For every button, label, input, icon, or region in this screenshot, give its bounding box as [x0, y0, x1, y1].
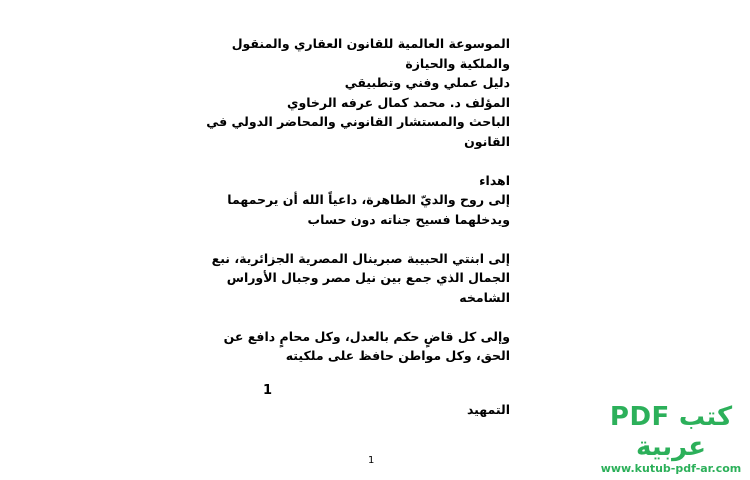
page-marker: 1: [263, 383, 273, 398]
document-body: [206, 34, 510, 366]
watermark-title: كتب PDF عربية: [609, 402, 733, 462]
author-line: المؤلف د. محمد كمال عرفه الرخاوي: [287, 94, 510, 110]
dedication-parents-line-1: إلى روح والديّ الطاهرة، داعياً الله أن يرحمهما: [227, 192, 510, 207]
dedication-daughter-line-3: الشامخه: [459, 289, 510, 305]
book-title-line-2: والملكية والحيازة: [405, 55, 510, 71]
dedication-daughter-line-1: إلى ابنتي الحبيبة صبرينال المصرية الجزائرية، نبع: [211, 250, 510, 266]
blank-line: [252, 307, 510, 327]
blank-line: [252, 151, 510, 171]
watermark-url: www.kutub-pdf-ar.com: [600, 462, 742, 475]
dedication-justice-line-2: الحق، وكل مواطن حافظ على ملكيته: [285, 348, 510, 363]
book-title-line-1: الموسوعة العالمية للقانون العقاري والمنقول: [231, 36, 510, 51]
blank-line: [252, 229, 510, 249]
watermark-logo: [596, 402, 746, 476]
section-heading: التمهيد: [466, 402, 510, 417]
dedication-justice-line-1: وإلى كل قاضٍ حكم بالعدل، وكل محامٍ دافع عن: [223, 328, 510, 344]
dedication-daughter-line-2: الجمال الذي جمع بين نيل مصر وجبال الأوراس: [226, 270, 510, 285]
page-number: 1: [368, 455, 375, 466]
book-subtitle: دليل عملي وفني وتطبيقي: [344, 75, 510, 90]
dedication-heading: اهداء: [479, 172, 510, 188]
author-title-line-2: القانون: [464, 133, 510, 149]
dedication-parents-line-2: ويدخلهما فسيح جناته دون حساب: [307, 211, 510, 227]
author-title-line-1: الباحث والمستشار القانوني والمحاضر الدولي في: [206, 114, 510, 129]
